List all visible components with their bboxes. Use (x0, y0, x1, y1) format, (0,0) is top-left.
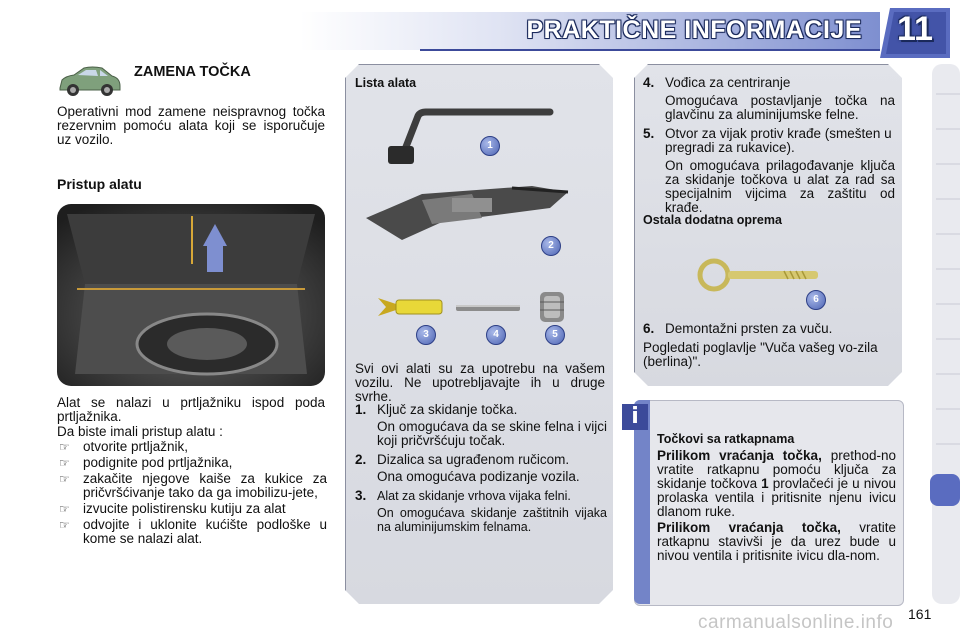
access-title: Pristup alatu (57, 176, 142, 192)
badge-4: 4 (486, 325, 506, 345)
wrench-icon (378, 108, 558, 168)
info-content (657, 432, 896, 563)
location-text: Alat se nalazi u prtljažniku ispod poda prtljažnika. (57, 395, 325, 424)
badge-6: 6 (806, 290, 826, 310)
tools-title: Lista alata (355, 76, 417, 90)
extra-list: 4. Vođica za centriranje Omogućava postavljanje točka na glavčinu za aluminijumske felne. 5. Otvor za vijak protiv krađe (smešten u pregradi za rukavice). On omogućava prilagođavanje ključa za skidanje točkova u alat za rad sa specijalnim vijcima za zaštitu od krađe. (643, 75, 895, 215)
antitheft-socket-icon (536, 290, 568, 324)
tow-ring-icon (694, 258, 824, 292)
list-item: ☞ izvucite polistirensku kutiju za alat (59, 501, 286, 516)
tools-note: Svi ovi alati su za upotrebu na vašem vozilu. Ne upotrebljavajte ih u druge svrhe. (355, 361, 605, 404)
list-item: 5. Otvor za vijak protiv krađe (smešten u pregradi za rukavice). (643, 126, 892, 155)
list-item: 3. Alat za skidanje vrhova vijaka felni. (355, 488, 571, 503)
see-chapter: Pogledati poglavlje "Vuča vašeg vo-zila (berlina)". (643, 340, 878, 369)
info-paragraph-1: Prilikom vraćanja točka, prethod-no vratite ratkapnu pomoću ključa za skidanje točkova 1 provlačeći je u nivou prolaska ventila i pritisnite njenu ivicu dlanom ruke. (657, 448, 896, 519)
page-number: 161 (908, 606, 932, 622)
jack-icon (362, 178, 572, 252)
list-item: ☞ zakačite njegove kaiše za kukice za pričvršćivanje tako da ga imobilizu-jete, (59, 471, 327, 500)
centering-guide-icon (456, 302, 520, 314)
intro-text: Operativni mod zamene neispravnog točka rezervnim pomoću alata koji se isporučuje uz vozilo. (57, 104, 325, 147)
info-paragraph-2: Prilikom vraćanja točka, vratite ratkapnu stavivši je da urez bude u nivou ventila i pritisnite ivicu dla-nom. (657, 520, 897, 563)
list-item: 2. Dizalica sa ugrađenom ručicom. (355, 452, 570, 467)
badge-3: 3 (416, 325, 436, 345)
pointer-icon: ☞ (59, 502, 70, 516)
pointer-icon: ☞ (59, 518, 70, 532)
chapter-number: 11 (897, 10, 933, 48)
page-title: PRAKTIČNE INFORMACIJE (526, 16, 862, 44)
list-item: ☞ podignite pod prtljažnika, (59, 455, 233, 470)
steps-intro: Da biste imali pristup alatu : (57, 424, 223, 439)
list-item: 1. Ključ za skidanje točka. (355, 402, 518, 417)
list-item: ☞ odvojite i uklonite kućište podloške u kome se nalazi alat. (59, 517, 327, 546)
badge-5: 5 (545, 325, 565, 345)
info-box-accent (634, 400, 650, 604)
tools-list: 1. Ključ za skidanje točka. On omogućava da se skine felna i vijci koji pričvršćuju točak. 2. Dizalica sa ugrađenom ručicom. Ona omogućava podizanje vozila. 3. Alat za skidanje vrhova vijaka felni. On omogućava skidanje zaštitnih vijaka na aluminijumskim felnama. (355, 402, 607, 534)
pointer-icon: ☞ (59, 456, 70, 470)
list-item: 4. Vođica za centriranje (643, 75, 791, 90)
section-title: ZAMENA TOČKA (134, 64, 251, 80)
steps-list (57, 440, 327, 546)
side-index (928, 64, 960, 604)
watermark: carmanualsonline.info (698, 612, 894, 633)
other-equipment-title: Ostala dodatna oprema (643, 213, 782, 227)
pointer-icon: ☞ (59, 440, 70, 454)
hub-tool-icon (376, 294, 446, 320)
car-icon (56, 64, 124, 98)
badge-2: 2 (541, 236, 561, 256)
badge-1: 1 (480, 136, 500, 156)
list-item: ☞ otvorite prtljažnik, (59, 439, 189, 454)
info-icon: i (622, 404, 648, 430)
pointer-icon: ☞ (59, 472, 70, 486)
trunk-photo (57, 204, 325, 386)
info-title: Točkovi sa ratkapnama (657, 432, 795, 446)
tow-ring-item: 6. Demontažni prsten za vuču. (643, 321, 833, 336)
